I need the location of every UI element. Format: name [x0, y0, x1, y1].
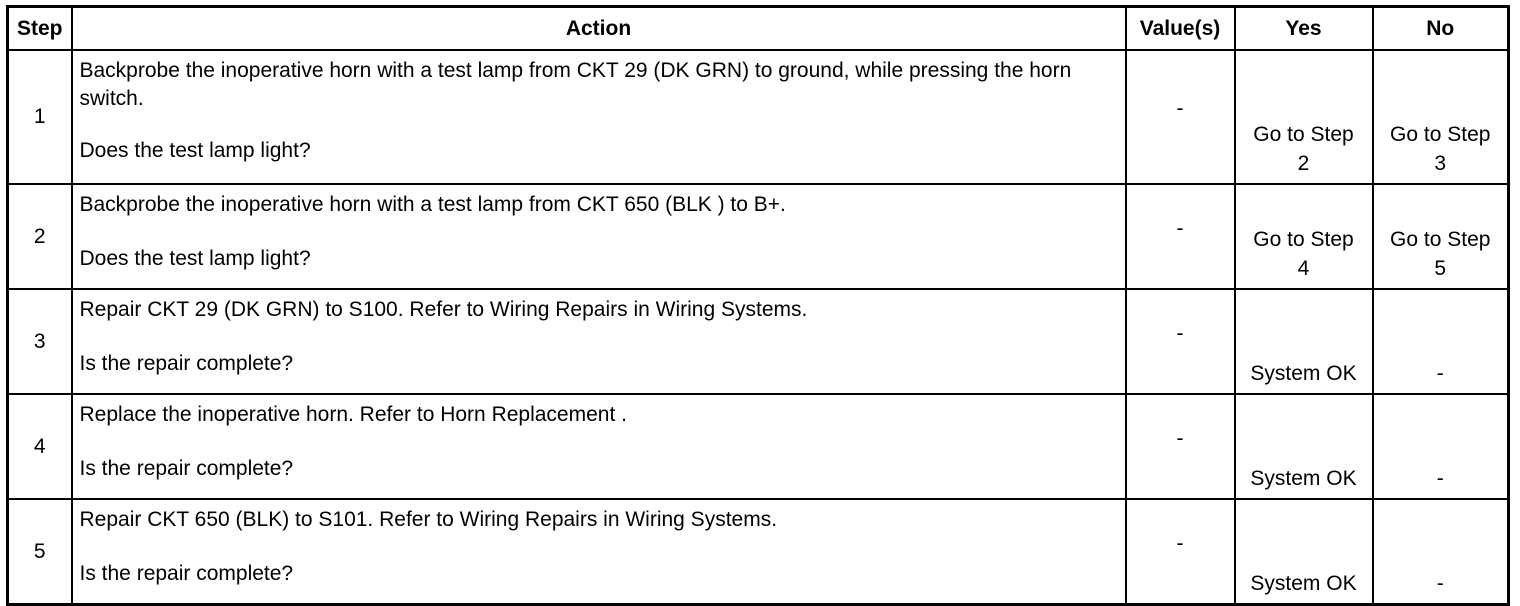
no-cell	[1373, 289, 1509, 394]
table-row	[8, 289, 1509, 394]
action-question: Is the repair complete?	[79, 352, 294, 375]
table-row	[8, 394, 1509, 499]
action-question: Is the repair complete?	[79, 562, 294, 585]
yes-cell	[1235, 50, 1373, 184]
header-values: Value(s)	[1126, 7, 1235, 51]
value-text: -	[1176, 216, 1184, 240]
action-cell	[72, 394, 1126, 499]
header-action: Action	[72, 7, 1126, 51]
no-cell	[1373, 394, 1509, 499]
value-text: -	[1176, 97, 1184, 120]
yes-cell	[1235, 394, 1373, 499]
action-cell	[72, 50, 1126, 184]
step-number: 2	[8, 184, 72, 289]
header-no: No	[1373, 7, 1509, 51]
no-cell	[1373, 50, 1509, 184]
no-cell	[1373, 184, 1509, 289]
action-text: Repair CKT 29 (DK GRN) to S100. Refer to Wiring Repairs in Wiring Systems.	[79, 298, 808, 321]
action-cell	[72, 184, 1126, 289]
header-yes: Yes	[1235, 7, 1373, 51]
value-text: -	[1176, 426, 1184, 450]
step-number: 3	[8, 289, 72, 394]
yes-cell	[1235, 289, 1373, 394]
action-cell	[72, 289, 1126, 394]
value-cell	[1126, 50, 1235, 184]
yes-cell	[1235, 499, 1373, 605]
no-text: -	[1436, 362, 1444, 385]
no-cell	[1373, 499, 1509, 605]
action-cell	[72, 499, 1126, 605]
step-number: 5	[8, 499, 72, 605]
value-cell	[1126, 184, 1235, 289]
header-step: Step	[8, 7, 72, 51]
table-row	[8, 50, 1509, 184]
no-step-number: 3	[1434, 152, 1447, 175]
action-question: Does the test lamp light?	[79, 247, 311, 270]
step-number: 1	[8, 50, 72, 184]
value-cell	[1126, 394, 1235, 499]
diagnostic-table	[6, 5, 1510, 606]
yes-text: Go to Step	[1253, 123, 1354, 146]
value-text: -	[1176, 321, 1184, 345]
action-question: Does the test lamp light?	[79, 139, 311, 162]
no-step-number: 5	[1434, 257, 1447, 280]
yes-step-number: 2	[1297, 152, 1310, 175]
no-text: -	[1436, 572, 1444, 595]
table-row	[8, 499, 1509, 605]
action-text: Repair CKT 650 (BLK) to S101. Refer to Wiring Repairs in Wiring Systems.	[79, 508, 778, 531]
yes-step-number: 4	[1297, 257, 1310, 280]
value-cell	[1126, 499, 1235, 605]
yes-text: Go to Step	[1253, 228, 1354, 251]
yes-cell	[1235, 184, 1373, 289]
yes-text: System OK	[1250, 572, 1357, 595]
no-text: Go to Step	[1390, 123, 1491, 146]
action-text: Backprobe the inoperative horn with a test lamp from CKT 650 (BLK ) to B+.	[79, 193, 786, 216]
header-row	[8, 7, 1509, 51]
action-text: Backprobe the inoperative horn with a test lamp from CKT 29 (DK GRN) to ground, while pressing the horn switch.	[79, 59, 1072, 110]
value-cell	[1126, 289, 1235, 394]
no-text: Go to Step	[1390, 228, 1491, 251]
action-question: Is the repair complete?	[79, 457, 294, 480]
table-row	[8, 184, 1509, 289]
action-text: Replace the inoperative horn. Refer to Horn Replacement .	[79, 403, 627, 426]
step-number: 4	[8, 394, 72, 499]
no-text: -	[1436, 467, 1444, 490]
value-text: -	[1176, 531, 1184, 555]
yes-text: System OK	[1250, 362, 1357, 385]
yes-text: System OK	[1250, 467, 1357, 490]
